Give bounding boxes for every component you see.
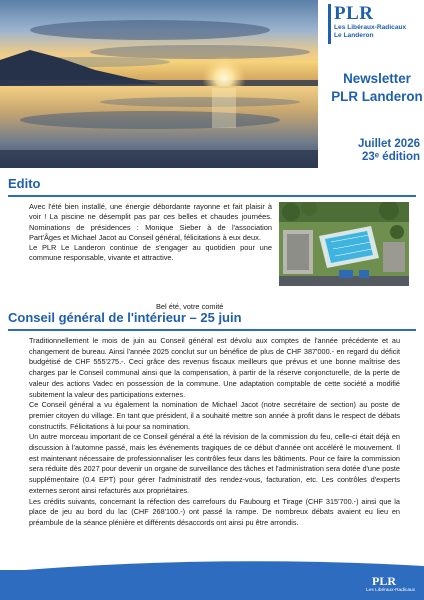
newsletter-title-line1: Newsletter (343, 71, 411, 86)
edito-body (29, 202, 272, 264)
conseil-divider (8, 329, 416, 331)
newsletter-date: Juillet 2026 (357, 138, 420, 150)
brand-logo (334, 4, 424, 40)
newsletter-title (330, 70, 424, 106)
conseil-heading: Conseil général de l'intérieur – 25 juin (8, 310, 242, 325)
edito-paragraph: Avec l'été bien installé, une énergie débordante rayonne et fait plaisir à voir ! La piscine ne désemplit pas par ces belles et chaudes journées. Nominations de présidences : Monique Sieber à de l'association Part'Âges et Michael Jacot au Conseil général, félicitations à eux deux. (29, 202, 272, 242)
footer-wave (0, 558, 424, 572)
brand-line1: Les Libéraux-Radicaux (334, 24, 407, 31)
conseil-body (29, 336, 400, 529)
edito-paragraph: Le PLR Le Landeron continue de s'engager au quotidien pour une commune responsable, vivante et attractive. (29, 243, 272, 263)
footer-brand-line1: Les Libéraux-Radicaux (366, 588, 416, 593)
conseil-paragraph: Traditionnellement le mois de juin au Conseil général est dévolu aux comptes de l'année précédente et au changement de bureau. Ainsi l'année 2025 conclut sur un bénéfice de plus de CHF 387'000.- en regard du déficit budgétisé de CHF 555'275.-. Ceci grâce des revenus fiscaux meilleurs que prévus et une bonne maîtrise des charges par le Conseil communal ainsi que la compensation, à partir de la réserve conjoncturelle, de la perte de valeur des actions Vadec en possession de la commune. Une adaptation comptable de cette société a modifié subitement la valeur des participations externes. (29, 336, 400, 399)
edito-divider (8, 195, 416, 197)
newsletter-title-line2: PLR Landeron (331, 89, 423, 104)
conseil-paragraph: Les crédits suivants, concernant la réfection des carrefours du Faubourg et Tirage (CHF 315'700.-) ainsi que la place de jeu au bord du lac (CHF 268'100.-) ont passé la rampe. De nombreux débats avaient eu lieu en préambule de la séance plénière et différents désaccords ont ainsi pu être arrondis. (29, 496, 400, 527)
brand-bar (328, 4, 331, 44)
newsletter-date-block (330, 138, 420, 164)
brand-name: PLR (334, 3, 374, 24)
conseil-paragraph: Ce Conseil général a vu également la nomination de Michael Jacot (notre secrétaire de section) au poste de premier citoyen du village. En tant que président, il a souhaité mettre son année à profit dans le respect de débats constructifs. Félicitations à lui pour sa nomination. (29, 400, 400, 431)
footer-band (0, 570, 424, 600)
edito-heading: Edito (8, 176, 41, 191)
pool-aerial-photo (279, 202, 409, 286)
footer-brand-name: PLR (372, 574, 396, 588)
newsletter-edition: 23ᵉ édition (362, 151, 420, 163)
brand-line2: Le Landeron (334, 32, 374, 39)
hero-sunset-lake-image (0, 0, 318, 168)
conseil-paragraph: Un autre morceau important de ce Conseil général a été la révision de la commission du feu, celle-ci était déjà en discussion à l'automne passé, mais les événements tragiques de ce début d'année ont accéléré le mouvement. Il est maintenant nécessaire de professionnaliser les contrôles feux dans les bâtiments. Pour ce faire la commission sera réduite dès 2027 pour devenir un organe de surveillance des tâches et l'administration sera dotée d'une poste supplémentaire (0.4 EPT) pour gérer l'administratif des rendez-vous, facturation, etc. Les contrôles d'experts externes seront ainsi refacturés aux propriétaires. (29, 432, 400, 495)
edito-signature: Bel été, votre comité (156, 302, 224, 311)
